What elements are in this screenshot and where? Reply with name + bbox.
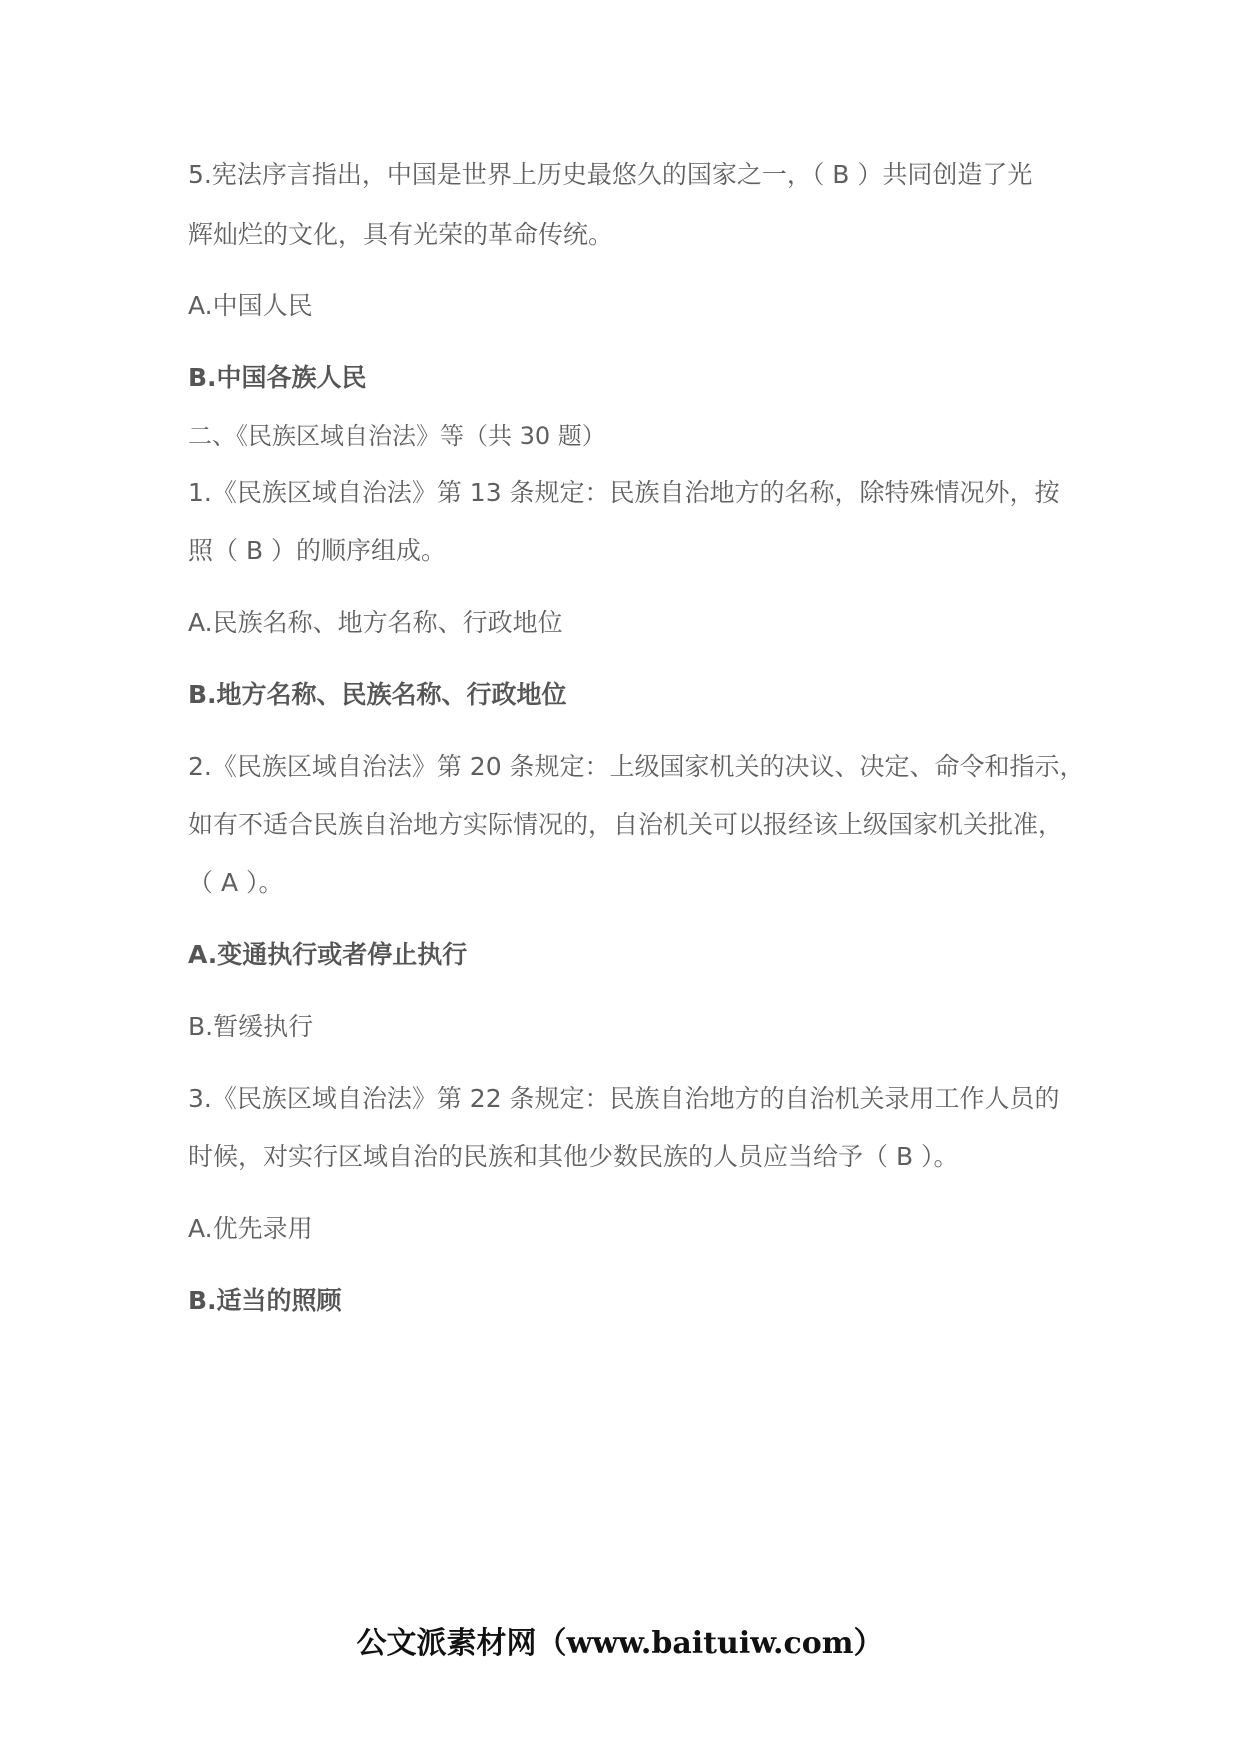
section-2-question-2-option-b: B.暂缓执行 xyxy=(188,1012,314,1041)
section-2-question-1-text-line-1: 1.《民族区域自治法》第 13 条规定：民族自治地方的名称，除特殊情况外，按 xyxy=(188,478,1060,507)
section-2-heading: 二、《民族区域自治法》等（共 30 题） xyxy=(188,422,606,450)
section-2-question-2-text-line-1: 2.《民族区域自治法》第 20 条规定：上级国家机关的决议、决定、命令和指示， xyxy=(188,752,1085,781)
document-page xyxy=(188,0,1088,1754)
section-2-question-1-option-a: A.民族名称、地方名称、行政地位 xyxy=(188,608,563,637)
section-2-question-3-text-line-2: 时候，对实行区域自治的民族和其他少数民族的人员应当给予（ B ）。 xyxy=(188,1142,959,1171)
section-2-question-3-text-line-1: 3.《民族区域自治法》第 22 条规定：民族自治地方的自治机关录用工作人员的 xyxy=(188,1084,1060,1113)
section-2-question-3-option-b-answer: B.适当的照顾 xyxy=(188,1286,342,1315)
section-2-question-1-option-b-answer: B.地方名称、民族名称、行政地位 xyxy=(188,680,567,709)
question-5-option-a: A.中国人民 xyxy=(188,291,313,320)
section-2-question-2-text-line-2: 如有不适合民族自治地方实际情况的，自治机关可以报经该上级国家机关批准， xyxy=(188,810,1064,839)
footer-watermark-text: 公文派素材网（www.baituiw.com） xyxy=(356,1626,884,1661)
section-2-question-2-option-a-answer: A.变通执行或者停止执行 xyxy=(188,940,468,969)
section-2-question-3-option-a: A.优先录用 xyxy=(188,1214,313,1243)
question-5-text-line-1: 5.宪法序言指出，中国是世界上历史最悠久的国家之一，（ B ）共同创造了光 xyxy=(188,160,1033,189)
question-5-text-line-2: 辉灿烂的文化，具有光荣的革命传统。 xyxy=(188,220,614,249)
section-2-question-1-text-line-2: 照（ B ）的顺序组成。 xyxy=(188,536,447,565)
section-2-question-2-text-line-3: （ A ）。 xyxy=(188,868,284,897)
question-5-option-b-answer: B.中国各族人民 xyxy=(188,363,367,392)
